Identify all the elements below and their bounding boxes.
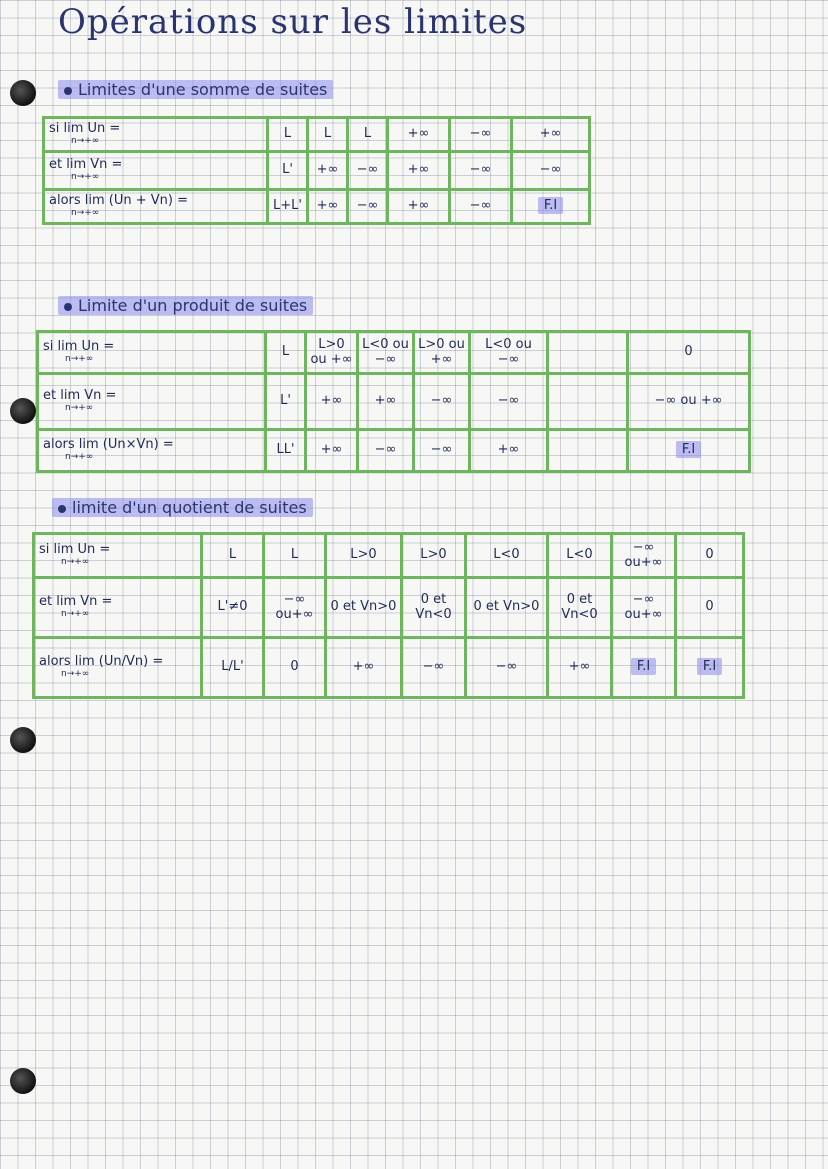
table-cell: L+L' — [268, 190, 308, 224]
table-cell: LL' — [266, 430, 306, 472]
table-cell: L>0 ou +∞ — [306, 332, 358, 374]
table-row — [38, 430, 750, 472]
table-row — [34, 638, 744, 698]
row-label: si lim Un = n→+∞ — [44, 118, 268, 152]
table-cell — [548, 374, 628, 430]
table-cell: 0 — [264, 638, 326, 698]
table-cell: L — [348, 118, 388, 152]
table-cell: −∞ — [450, 152, 512, 190]
bullet-icon — [64, 303, 72, 311]
table-cell: +∞ — [388, 118, 450, 152]
table-cell: L — [308, 118, 348, 152]
table-cell: L<0 — [466, 534, 548, 578]
indeterminate-form: F.I — [538, 197, 563, 214]
table-cell: −∞ ou+∞ — [264, 578, 326, 638]
table-cell: L — [266, 332, 306, 374]
table-cell: +∞ — [388, 152, 450, 190]
table-cell: 0 — [676, 534, 744, 578]
table-cell — [628, 430, 750, 472]
table-cell: −∞ — [414, 374, 470, 430]
table-cell: 0 et Vn>0 — [466, 578, 548, 638]
table-cell: −∞ ou+∞ — [612, 578, 676, 638]
table-cell: −∞ — [470, 374, 548, 430]
table-cell: −∞ ou +∞ — [628, 374, 750, 430]
table-row — [44, 190, 590, 224]
table-cell: +∞ — [308, 190, 348, 224]
table-cell: 0 — [676, 578, 744, 638]
table-cell: −∞ — [450, 190, 512, 224]
table-row — [44, 152, 590, 190]
table-cell: L — [264, 534, 326, 578]
binder-hole — [10, 80, 36, 106]
indeterminate-form: F.I — [676, 441, 701, 458]
table-cell: L' — [268, 152, 308, 190]
product-table — [36, 330, 751, 473]
row-label: alors lim (Un + Vn) = n→+∞ — [44, 190, 268, 224]
table-cell: L>0 — [326, 534, 402, 578]
row-label: alors lim (Un×Vn) = n→+∞ — [38, 430, 266, 472]
table-cell: 0 et Vn<0 — [402, 578, 466, 638]
table-cell: +∞ — [512, 118, 590, 152]
table-cell — [676, 638, 744, 698]
table-cell: −∞ — [348, 152, 388, 190]
table-cell — [548, 332, 628, 374]
table-cell: +∞ — [358, 374, 414, 430]
table-cell: +∞ — [308, 152, 348, 190]
row-label: si lim Un = n→+∞ — [38, 332, 266, 374]
binder-hole — [10, 1068, 36, 1094]
table-cell: 0 — [628, 332, 750, 374]
table-cell: L<0 ou −∞ — [470, 332, 548, 374]
row-label: si lim Un = n→+∞ — [34, 534, 202, 578]
quotient-heading: limite d'un quotient de suites — [52, 498, 313, 517]
table-cell: +∞ — [306, 430, 358, 472]
bullet-icon — [58, 505, 66, 513]
table-cell — [548, 430, 628, 472]
table-cell: +∞ — [470, 430, 548, 472]
bullet-icon — [64, 87, 72, 95]
table-cell: L' — [266, 374, 306, 430]
sum-table — [42, 116, 591, 225]
table-cell: L<0 — [548, 534, 612, 578]
sum-heading: Limites d'une somme de suites — [58, 80, 333, 99]
table-cell: +∞ — [326, 638, 402, 698]
row-label: alors lim (Un/Vn) = n→+∞ — [34, 638, 202, 698]
table-cell: L>0 — [402, 534, 466, 578]
table-cell: +∞ — [306, 374, 358, 430]
table-cell: L<0 ou −∞ — [358, 332, 414, 374]
table-cell: L — [268, 118, 308, 152]
indeterminate-form: F.I — [697, 658, 722, 675]
table-row — [34, 578, 744, 638]
table-cell: −∞ — [414, 430, 470, 472]
binder-hole — [10, 727, 36, 753]
quotient-table — [32, 532, 745, 699]
table-cell: −∞ — [450, 118, 512, 152]
table-row — [44, 118, 590, 152]
indeterminate-form: F.I — [631, 658, 656, 675]
table-cell: +∞ — [388, 190, 450, 224]
table-cell: 0 et Vn>0 — [326, 578, 402, 638]
row-label: et lim Vn = n→+∞ — [34, 578, 202, 638]
table-row — [34, 534, 744, 578]
table-cell: 0 et Vn<0 — [548, 578, 612, 638]
table-cell: +∞ — [548, 638, 612, 698]
page-title: Opérations sur les limites — [58, 2, 528, 42]
table-cell: −∞ — [512, 152, 590, 190]
table-cell: L/L' — [202, 638, 264, 698]
table-cell: L>0 ou +∞ — [414, 332, 470, 374]
product-heading: Limite d'un produit de suites — [58, 296, 313, 315]
binder-hole — [10, 398, 36, 424]
table-row — [38, 332, 750, 374]
table-cell: L — [202, 534, 264, 578]
table-cell — [512, 190, 590, 224]
table-cell: −∞ — [358, 430, 414, 472]
row-label: et lim Vn = n→+∞ — [38, 374, 266, 430]
table-row — [38, 374, 750, 430]
table-cell: −∞ — [402, 638, 466, 698]
table-cell: −∞ ou+∞ — [612, 534, 676, 578]
table-cell: L'≠0 — [202, 578, 264, 638]
row-label: et lim Vn = n→+∞ — [44, 152, 268, 190]
table-cell — [612, 638, 676, 698]
table-cell: −∞ — [348, 190, 388, 224]
table-cell: −∞ — [466, 638, 548, 698]
